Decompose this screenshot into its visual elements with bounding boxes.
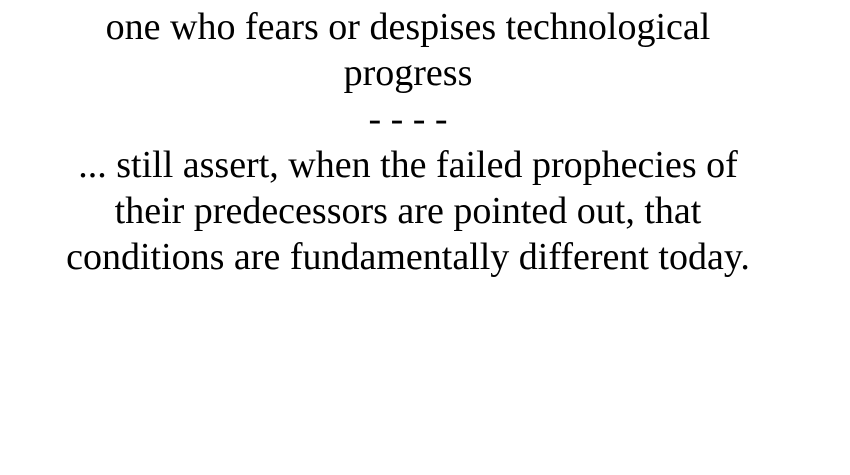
example-sentence: ... still assert, when the failed prophecies of their predecessors are pointed out, that conditions are fundamentally different today. xyxy=(66,144,750,278)
definition-text: one who fears or despises technological progress xyxy=(105,6,711,94)
separator: - - - - xyxy=(368,98,448,140)
card-content xyxy=(0,4,816,280)
